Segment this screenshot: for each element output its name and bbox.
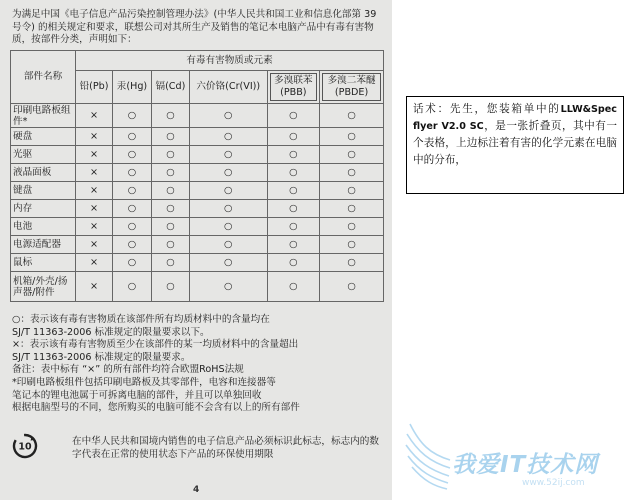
table-row bbox=[11, 272, 384, 302]
substance-mark-cell: × bbox=[76, 128, 113, 146]
substance-mark-cell: ○ bbox=[189, 218, 267, 236]
substance-mark-cell: × bbox=[76, 218, 113, 236]
substance-mark-cell: ○ bbox=[189, 182, 267, 200]
substance-header bbox=[267, 71, 320, 104]
intro-paragraph: 为满足中国《电子信息产品污染控制管理办法》(中华人民共和国工业和信息化部第 39 号令) 的相关规定和要求，联想公司对其所生产及销售的笔记本电脑产品中有毒有害物质，按部件分类，声明如下： bbox=[12, 9, 377, 46]
note-remark: 备注：表中标有 “×” 的所有部件均符合欧盟RoHS法规 bbox=[12, 364, 244, 376]
substance-mark-cell: ○ bbox=[267, 104, 320, 128]
substance-mark-cell: ○ bbox=[151, 164, 189, 182]
substance-mark-cell: ○ bbox=[113, 218, 152, 236]
substance-mark-cell: ○ bbox=[267, 236, 320, 254]
substance-mark-cell: ○ bbox=[189, 146, 267, 164]
substance-mark-cell: ○ bbox=[151, 104, 189, 128]
substance-mark-cell: ○ bbox=[151, 272, 189, 302]
substance-mark-cell: ○ bbox=[113, 164, 152, 182]
note-circle-line-1: ○：表示该有毒有害物质在该部件所有均质材料中的含量均在 bbox=[12, 314, 270, 325]
substance-mark-cell: × bbox=[76, 146, 113, 164]
part-name-cell: 液晶面板 bbox=[11, 164, 76, 182]
table-row bbox=[11, 182, 384, 200]
substance-mark-cell: ○ bbox=[320, 146, 384, 164]
substance-mark-cell: ○ bbox=[267, 128, 320, 146]
part-name-cell: 键盘 bbox=[11, 182, 76, 200]
substance-mark-cell: ○ bbox=[320, 272, 384, 302]
substance-symbol: (PBDE) bbox=[334, 87, 369, 98]
sales-script-callout bbox=[406, 96, 624, 194]
part-name-cell: 内存 bbox=[11, 200, 76, 218]
part-name-cell: 光驱 bbox=[11, 146, 76, 164]
substance-symbol: (Cr(VI)) bbox=[225, 81, 261, 92]
substance-mark-cell: ○ bbox=[151, 254, 189, 272]
substance-mark-cell: ○ bbox=[267, 254, 320, 272]
substance-mark-cell: ○ bbox=[189, 254, 267, 272]
substance-mark-cell: ○ bbox=[320, 128, 384, 146]
substance-name: 六价铬 bbox=[196, 81, 226, 92]
callout-document-name: LLW&Spec flyer V2.0 SC bbox=[413, 104, 617, 132]
part-name-cell: 机箱/外壳/扬声器/附件 bbox=[11, 272, 76, 302]
substance-mark-cell: ○ bbox=[320, 218, 384, 236]
substance-mark-cell: × bbox=[76, 272, 113, 302]
substance-name: 多溴二苯醚 bbox=[327, 75, 376, 86]
substance-mark-cell: ○ bbox=[320, 182, 384, 200]
substance-mark-cell: ○ bbox=[113, 104, 152, 128]
substance-mark-cell: ○ bbox=[267, 218, 320, 236]
substance-symbol: (Cd) bbox=[165, 81, 186, 92]
substance-symbol: (Hg) bbox=[126, 81, 148, 92]
substance-mark-cell: ○ bbox=[151, 218, 189, 236]
table-notes bbox=[12, 314, 382, 415]
substance-name: 铅 bbox=[79, 81, 90, 92]
substance-mark-cell: ○ bbox=[267, 272, 320, 302]
watermark-site-name: 我爱IT技术网 bbox=[452, 452, 599, 478]
substance-mark-cell: ○ bbox=[320, 236, 384, 254]
substance-mark-cell: ○ bbox=[189, 164, 267, 182]
substance-mark-cell: ○ bbox=[189, 104, 267, 128]
substance-name: 汞 bbox=[116, 81, 127, 92]
substance-mark-cell: ○ bbox=[320, 200, 384, 218]
substance-mark-cell: × bbox=[76, 164, 113, 182]
note-cross-line-2: SJ/T 11363-2006 标准规定的限量要求。 bbox=[12, 351, 191, 363]
part-name-cell: 电源适配器 bbox=[11, 236, 76, 254]
substance-mark-cell: ○ bbox=[267, 182, 320, 200]
callout-prefix: 话术：先生，您装箱单中的 bbox=[413, 103, 561, 115]
substance-mark-cell: × bbox=[76, 236, 113, 254]
substance-header bbox=[113, 71, 152, 104]
hazardous-substance-table bbox=[10, 50, 384, 302]
table-row bbox=[11, 236, 384, 254]
substance-symbol: (Pb) bbox=[89, 81, 109, 92]
substance-mark-cell: ○ bbox=[151, 182, 189, 200]
substance-header bbox=[320, 71, 384, 104]
part-name-cell: 硬盘 bbox=[11, 128, 76, 146]
substance-header bbox=[151, 71, 189, 104]
substance-mark-cell: ○ bbox=[113, 146, 152, 164]
substance-mark-cell: ○ bbox=[189, 272, 267, 302]
substance-mark-cell: ○ bbox=[320, 164, 384, 182]
substance-mark-cell: ○ bbox=[151, 146, 189, 164]
substance-mark-cell: ○ bbox=[113, 128, 152, 146]
note-pcb-line-2: 笔记本的锂电池属于可拆离电脑的部件，并且可以单独回收 bbox=[12, 389, 262, 401]
substance-mark-cell: ○ bbox=[113, 182, 152, 200]
callout-suffix: ，是一张折叠页，其中有一个表格，上边标注着有害的化学元素在电脑中的分布， bbox=[413, 120, 617, 166]
substance-name: 镉 bbox=[155, 81, 166, 92]
substance-group-header: 有毒有害物质或元素 bbox=[76, 51, 384, 71]
table-row bbox=[11, 218, 384, 236]
substance-header bbox=[76, 71, 113, 104]
efup-logo-number: 10 bbox=[18, 441, 32, 453]
substance-name: 多溴联苯 bbox=[274, 75, 313, 86]
substance-mark-cell: ○ bbox=[189, 236, 267, 254]
substance-mark-cell: ○ bbox=[113, 272, 152, 302]
substance-mark-cell: ○ bbox=[267, 164, 320, 182]
substance-header bbox=[189, 71, 267, 104]
substance-mark-cell: ○ bbox=[267, 146, 320, 164]
substance-mark-cell: ○ bbox=[189, 200, 267, 218]
substance-mark-cell: ○ bbox=[113, 254, 152, 272]
substance-mark-cell: ○ bbox=[320, 254, 384, 272]
table-row bbox=[11, 146, 384, 164]
note-cross-line-1: ×：表示该有毒有害物质至少在该部件的某一均质材料中的含量超出 bbox=[12, 339, 299, 351]
substance-mark-cell: ○ bbox=[320, 104, 384, 128]
part-name-header: 部件名称 bbox=[11, 51, 76, 104]
efup-logo-icon bbox=[12, 433, 38, 459]
substance-mark-cell: ○ bbox=[151, 128, 189, 146]
substance-mark-cell: ○ bbox=[113, 200, 152, 218]
watermark-url: www.52ij.com bbox=[522, 478, 585, 488]
efup-statement: 在中华人民共和国境内销售的电子信息产品必须标识此标志，标志内的数字代表在正常的使用状态下产品的环保使用期限 bbox=[72, 436, 379, 460]
substance-mark-cell: ○ bbox=[189, 128, 267, 146]
table-row bbox=[11, 128, 384, 146]
page-number: 4 bbox=[193, 485, 200, 495]
table-row bbox=[11, 200, 384, 218]
table-row bbox=[11, 104, 384, 128]
substance-mark-cell: × bbox=[76, 182, 113, 200]
substance-mark-cell: ○ bbox=[151, 200, 189, 218]
note-circle-line-2: SJ/T 11363-2006 标准规定的限量要求以下。 bbox=[12, 326, 210, 338]
table-row bbox=[11, 254, 384, 272]
substance-mark-cell: × bbox=[76, 200, 113, 218]
note-pcb-line-3: 根据电脑型号的不同，您所购买的电脑可能不会含有以上的所有部件 bbox=[12, 402, 300, 414]
substance-symbol: (PBB) bbox=[280, 87, 307, 98]
table-row bbox=[11, 164, 384, 182]
part-name-cell: 印刷电路板组件* bbox=[11, 104, 76, 128]
substance-mark-cell: ○ bbox=[113, 236, 152, 254]
part-name-cell: 鼠标 bbox=[11, 254, 76, 272]
substance-mark-cell: ○ bbox=[151, 236, 189, 254]
note-pcb-line-1: *印刷电路板组件包括印刷电路板及其零部件，电容和连接器等 bbox=[12, 376, 276, 388]
substance-mark-cell: × bbox=[76, 254, 113, 272]
substance-mark-cell: ○ bbox=[267, 200, 320, 218]
substance-mark-cell: × bbox=[76, 104, 113, 128]
part-name-cell: 电池 bbox=[11, 218, 76, 236]
